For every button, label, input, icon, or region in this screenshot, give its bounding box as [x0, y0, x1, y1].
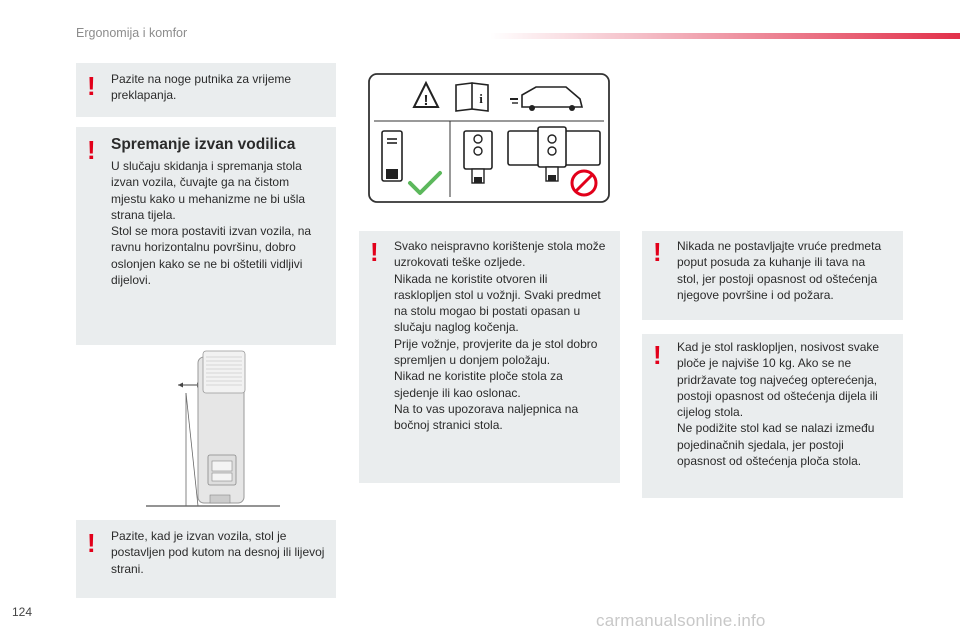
table-folded-icon	[464, 131, 492, 169]
warning-label-illustration	[368, 73, 610, 203]
warning-misuse	[359, 231, 620, 483]
warning-hot-objects	[642, 231, 903, 320]
warning-outside-text: Pazite, kad je izvan vozila, stol je postavljen pod kutom na desnoj ili lijevoj strani.	[111, 529, 325, 576]
storage-heading: Spremanje izvan vodilica	[111, 136, 296, 153]
header-accent-bar	[490, 33, 960, 39]
warning-legs-text: Pazite na noge putnika za vrijeme preklapanja.	[111, 72, 292, 103]
warning-misuse-text: Svako neispravno korištenje stola može uzrokovati teške ozljede. Nikada ne koristite otvoren ili rasklopljen stol u vožnji. Svaki predmet na stolu mogao bi postati opasan u slučaju naglog kočenja. Prije vožnje, provjerite da je stol dobro spremljen u donjem položaju. Nikad ne koristite ploče stola za sjedenje ili kao oslonac. Na to vas upozorava naljepnica na bočnoj stranici stola.	[394, 239, 606, 433]
warning-load	[642, 334, 903, 498]
watermark: carmanualsonline.info	[596, 611, 766, 630]
table-tilt-illustration	[140, 345, 290, 515]
warning-exclamation-icon: !	[87, 71, 96, 101]
warning-outside	[76, 520, 336, 598]
warning-storage-text: U slučaju skidanja i spremanja stola izvan vozila, čuvajte ga na čistom mjestu kako u mehanizme ne bi ušla strana tijela. Stol se mora postaviti izvan vozila, na ravnu horizontalnu površinu, dobro oslonjen kako se ne bi oštetili vidljivi dijelovi.	[111, 159, 312, 288]
warning-exclamation-icon: !	[87, 135, 96, 165]
warning-exclamation-icon: !	[87, 528, 96, 558]
warning-legs	[76, 63, 336, 117]
warning-exclamation-icon: !	[653, 340, 662, 370]
warning-storage	[76, 127, 336, 345]
warning-exclamation-icon: !	[653, 237, 662, 267]
svg-text:!: !	[423, 92, 429, 109]
svg-text:i: i	[479, 91, 483, 106]
page-number: 124	[12, 605, 33, 619]
warning-load-text: Kad je stol rasklopljen, nosivost svake ploče je najviše 10 kg. Ako se ne pridržavate tog najvećeg opterećenja, postoji opasnost od oštećenja dijela ili cijelog stola. Ne podižite stol kad se nalazi između pojedinačnih sjedala, jer postoji opasnost od oštećenja ploča stola.	[677, 340, 880, 469]
warning-exclamation-icon: !	[370, 237, 379, 267]
warning-hot-text: Nikada ne postavljajte vruće predmeta poput posuda za kuhanje ili tava na stol, jer postoji opasnost od oštećenja njegove površine i od požara.	[677, 239, 882, 302]
page-header-title: Ergonomija i komfor	[76, 26, 188, 40]
